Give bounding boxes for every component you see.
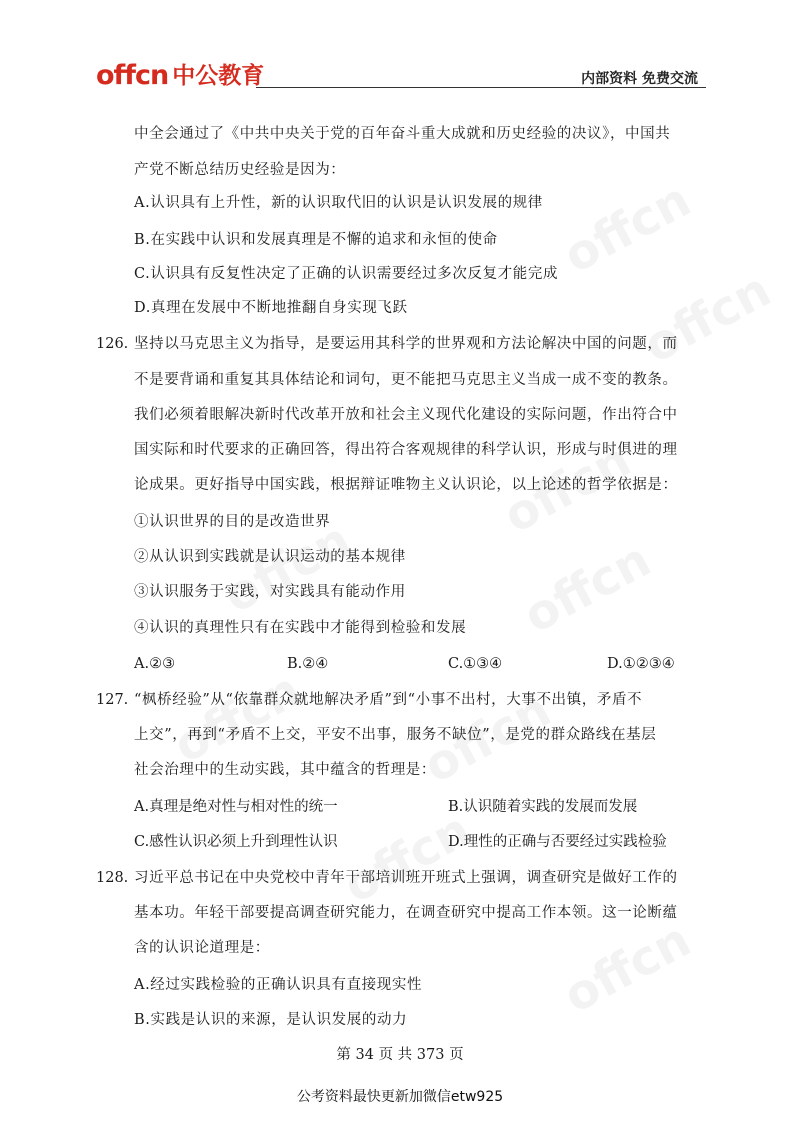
option-d: D.①②③④	[607, 656, 675, 672]
option-c: C.认识具有反复性决定了正确的认识需要经过多次反复才能完成	[134, 266, 559, 282]
question-stem-line: 习近平总书记在中央党校中青年干部培训班开班式上强调，调查研究是做好工作的	[134, 870, 678, 886]
statement-3: ③认识服务于实践，对实践具有能动作用	[134, 584, 406, 600]
question-stem-line: 我们必须着眼解决新时代改革开放和社会主义现代化建设的实际问题，作出符合中	[134, 407, 678, 423]
option-a: A.认识具有上升性，新的认识取代旧的认识是认识发展的规律	[134, 195, 543, 211]
logo-cn-text: 中公教育	[172, 63, 265, 89]
statement-4: ④认识的真理性只有在实践中才能得到检验和发展	[134, 620, 467, 636]
question-stem-line: 不是要背诵和重复其具体结论和词句，更不能把马克思主义当成一成不变的教条。	[134, 372, 678, 388]
question-number: 127.	[96, 692, 129, 708]
question-stem-line: “枫桥经验”从“依靠群众就地解决矛盾”到“小事不出村，大事不出镇，矛盾不	[134, 692, 643, 708]
logo-latin-text: offcn	[96, 60, 169, 91]
question-stem-line: 上交”，再到“矛盾不上交，平安不出事，服务不缺位”，是党的群众路线在基层	[134, 727, 657, 743]
header-internal-note: 内部资料 免费交流	[581, 71, 698, 87]
option-c: C.感性认识必须上升到理性认识	[134, 834, 338, 850]
question-stem-line: 论成果。更好指导中国实践，根据辩证唯物主义认识论，以上论述的哲学依据是：	[134, 477, 678, 493]
option-b: B.在实践中认识和发展真理是不懈的追求和永恒的使命	[134, 232, 498, 248]
page-number: 第 34 页 共 373 页	[336, 1047, 464, 1063]
option-b: B.实践是认识的来源，是认识发展的动力	[134, 1012, 408, 1028]
question-stem-line: 国实际和时代要求的正确回答，得出符合客观规律的科学认识，形成与时俱进的理	[134, 442, 678, 458]
option-a: A.经过实践检验的正确认识具有直接现实性	[134, 977, 423, 993]
bottom-note: 公考资料最快更新加微信etw925	[296, 1089, 504, 1105]
question-stem-line: 含的认识论道理是：	[134, 940, 270, 956]
statement-2: ②从认识到实践就是认识运动的基本规律	[134, 549, 406, 565]
option-c: C.①③④	[448, 656, 503, 672]
text-line: 中全会通过了《中共中央关于党的百年奋斗重大成就和历史经验的决议》，中国共	[134, 126, 671, 142]
option-b: B.②④	[287, 656, 329, 672]
text-line: 产党不断总结历史经验是因为：	[134, 162, 346, 178]
option-a: A.真理是绝对性与相对性的统一	[134, 799, 338, 815]
statement-1: ①认识世界的目的是改造世界	[134, 514, 331, 530]
question-number: 128.	[96, 870, 129, 886]
question-stem-line: 基本功。年轻干部要提高调查研究能力，在调查研究中提高工作本领。这一论断蕴	[134, 905, 678, 921]
option-d: D.真理在发展中不断地推翻自身实现飞跃	[134, 300, 408, 316]
option-d: D.理性的正确与否要经过实践检验	[448, 834, 667, 850]
question-number: 126.	[96, 336, 129, 352]
option-a: A.②③	[134, 656, 176, 672]
watermark	[555, 912, 700, 1025]
question-stem-line: 社会治理中的生动实践，其中蕴含的哲理是：	[134, 762, 436, 778]
option-b: B.认识随着实践的发展而发展	[448, 799, 638, 815]
page-header	[96, 60, 706, 92]
offcn-logo	[96, 60, 264, 90]
question-stem-line: 坚持以马克思主义为指导，是要运用其科学的世界观和方法论解决中国的问题，而	[134, 336, 678, 352]
watermark	[335, 802, 480, 915]
watermark	[165, 662, 310, 775]
